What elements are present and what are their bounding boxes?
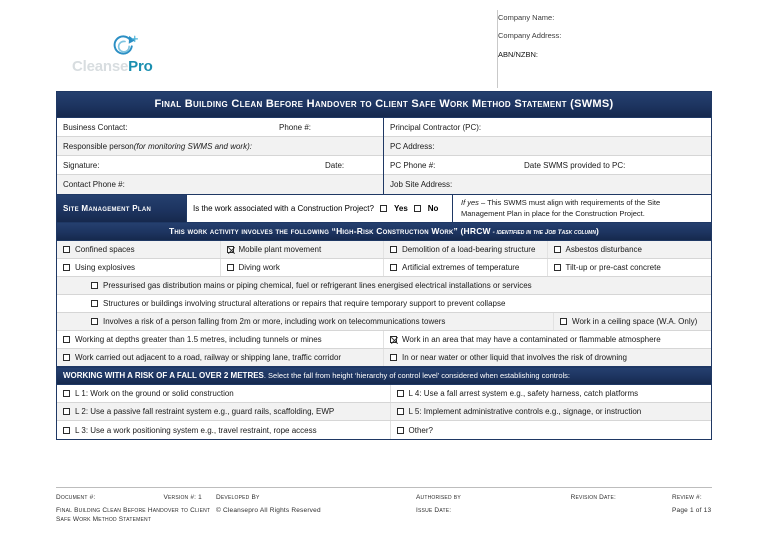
fall-item-label: L 1: Work on the ground or solid construction [75,389,234,398]
fall-section-banner-text: . Select the fall from height ‘hierarchy of control level’ considered when establishing controls: [263,371,571,380]
checkbox-ceiling-space[interactable] [560,318,567,325]
checkbox-adjacent-road-railway[interactable] [63,354,70,361]
footer-review-block [576,494,712,524]
fall-item-label: L 4: Use a fall arrest system e.g., safety harness, catch platforms [408,389,639,398]
contact-details-grid [57,118,711,195]
footer-document-block [56,494,216,524]
hrcw-item-label: Diving work [238,263,280,272]
brand-name-suffix: Pro [128,58,153,75]
footer-document-label: Document #: [56,494,96,501]
checkbox-mobile-plant-movement[interactable] [227,246,234,253]
site-management-plan-row [57,195,711,223]
construction-project-question [187,195,453,222]
hrcw-item-artificial-extremes-temperature[interactable] [384,259,548,276]
date-label: Date: [325,160,345,170]
fall-item-label: L 3: Use a work positioning system e.g., travel restraint, rope access [75,425,317,435]
fall-section-banner [57,367,711,385]
abn-nzbn-label: ABN/NZBN: [498,49,539,59]
hrcw-item-label: In or near water or other liquid that involves the risk of drowning [402,353,628,362]
footer-issue-date-label: Issue Date: [416,507,452,515]
page-header [0,0,768,88]
date-swms-provided-label: Date SWMS provided to PC: [524,160,626,170]
site-management-plan-label: Site Management Plan [57,195,187,222]
contact-column-left [57,118,384,194]
fall-item-label: L 5: Implement administrative controls e.g., signage, or instruction [408,407,642,416]
checkbox-structural-alterations[interactable] [91,300,98,307]
hrcw-item-fall-2m-telecom[interactable] [57,313,554,330]
footer-authorised-by-label: Authorised by [416,494,461,501]
field-business-contact[interactable] [57,118,383,137]
hrcw-item-ceiling-space[interactable] [554,313,711,330]
hrcw-banner-close: ) [595,226,599,236]
swms-form [56,91,712,440]
checkbox-tilt-up-precast-concrete[interactable] [554,264,561,271]
hrcw-item-label: Artificial extremes of temperature [402,263,520,272]
fall-item-l4[interactable] [391,385,711,402]
construction-project-question-text: Is the work associated with a Construction Project? [193,204,374,213]
checkbox-fall-2m-telecom[interactable] [91,318,98,325]
hrcw-row [57,349,711,367]
hrcw-item-near-water-drowning[interactable] [384,349,711,366]
hrcw-item-demolition-load-bearing[interactable] [384,241,548,258]
footer-document-title: Final Building Clean Before Handover to Client Safe Work Method Statement [56,507,211,523]
checkbox-demolition-load-bearing[interactable] [390,246,397,253]
hrcw-row [57,331,711,349]
hrcw-item-label: Tilt-up or pre-cast concrete [565,263,661,272]
contact-phone-label: Contact Phone #: [63,180,125,189]
hrcw-row [57,241,711,259]
checkbox-near-water-drowning[interactable] [390,354,397,361]
hrcw-item-label: Structures or buildings involving structural alterations or repairs that require temporary support to prevent collapse [103,299,506,308]
footer-page-number: Page 1 of 13 [672,507,712,515]
fall-item-l3[interactable] [57,421,391,439]
checkbox-confined-spaces[interactable] [63,246,70,253]
checkbox-using-explosives[interactable] [63,264,70,271]
field-signature[interactable] [57,156,383,175]
hrcw-banner [57,223,711,241]
pc-address-label: PC Address: [390,141,435,151]
signature-label: Signature: [63,160,100,170]
field-contact-phone[interactable] [57,175,383,194]
hrcw-row [57,313,711,331]
fall-item-l2[interactable] [57,403,391,420]
hrcw-item-label: Work carried out adjacent to a road, railway or shipping lane, traffic corridor [75,353,342,362]
business-contact-label: Business Contact: [63,122,128,132]
fall-row [57,385,711,403]
site-management-plan-note [453,195,711,222]
checkbox-construction-project-no[interactable] [414,205,421,212]
hrcw-item-label: Work in a ceiling space (W.A. Only) [572,317,698,326]
company-name-label: Company Name: [498,13,555,22]
footer-review-label: Review #: [672,494,702,501]
fall-item-l1[interactable] [57,385,391,402]
hrcw-banner-main: This work activity involves the following “High-Risk Construction Work” (HRCW [169,226,491,236]
hrcw-item-adjacent-road-railway[interactable] [57,349,384,366]
hrcw-row [57,295,711,313]
checkbox-fall-l1[interactable] [63,390,70,397]
fall-item-l5[interactable] [391,403,711,420]
checkbox-construction-project-yes[interactable] [380,205,387,212]
hrcw-item-confined-spaces[interactable] [57,241,221,258]
hrcw-item-label: Work in an area that may have a contaminated or flammable atmosphere [402,335,661,344]
hrcw-item-label: Working at depths greater than 1.5 metres, including tunnels or mines [75,335,322,344]
checkbox-pressurised-gas[interactable] [91,282,98,289]
footer-developed-block [216,494,416,524]
checkbox-fall-other[interactable] [397,427,404,434]
hrcw-item-label: Pressurised gas distribution mains or piping chemical, fuel or refrigerant lines energised electrical installations or services [103,281,532,290]
fall-item-label: L 2: Use a passive fall restraint system e.g., guard rails, scaffolding, EWP [75,407,335,416]
hrcw-item-pressurised-gas[interactable] [57,277,711,294]
site-management-note-emphasis: If yes [461,198,479,208]
brand-name-primary: Cleanse [72,58,129,75]
fall-item-other[interactable] [391,421,711,439]
form-title: Final Building Clean Before Handover to Client Safe Work Method Statement (SWMS) [57,92,711,118]
company-address-label: Company Address: [498,31,562,41]
hrcw-row [57,277,711,295]
pc-phone-label: PC Phone #: [390,160,436,170]
footer-document-row [56,494,216,502]
responsible-person-label: Responsible person [63,141,134,151]
phone-number-label: Phone #: [279,122,312,132]
footer-copyright: © Cleansepro All Rights Reserved [216,507,321,515]
site-management-note-text: – This SWMS must align with requirements of the Site Management Plan in place for the Construction Project. [461,198,661,218]
field-responsible-person[interactable] [57,137,383,156]
hrcw-item-asbestos-disturbance[interactable] [548,241,712,258]
circular-arrow-icon [110,33,140,59]
checkbox-fall-l5[interactable] [397,408,404,415]
hrcw-row [57,259,711,277]
company-details-block [498,14,748,69]
footer-authorisation-block [416,494,616,524]
responsible-person-hint: (for monitoring SWMS and work): [133,141,252,151]
footer-revision-date-label: Revision Date: [570,494,616,501]
checkbox-asbestos-disturbance[interactable] [554,246,561,253]
hrcw-item-using-explosives[interactable] [57,259,221,276]
construction-project-no-label: No [427,204,439,213]
checkbox-fall-l4[interactable] [397,390,404,397]
fall-section-banner-bold: WORKING WITH A RISK OF A FALL OVER 2 METRES [63,371,264,380]
hrcw-banner-italic: - identified in the Job Task column [490,229,596,236]
page-footer [56,487,712,524]
hrcw-item-structural-alterations[interactable] [57,295,711,312]
hrcw-item-label: Demolition of a load-bearing structure [402,245,536,254]
construction-project-yes-label: Yes [393,204,408,213]
checkbox-fall-l2[interactable] [63,408,70,415]
hrcw-item-label: Involves a risk of a person falling from 2m or more, including work on telecommunications towers [103,317,446,326]
field-pc-phone[interactable] [384,156,711,175]
field-principal-contractor[interactable] [384,118,711,137]
fall-item-label: Other? [408,425,433,435]
principal-contractor-label: Principal Contractor (PC): [390,122,482,132]
job-site-address-label: Job Site Address: [390,180,453,189]
hrcw-item-diving-work[interactable] [221,259,385,276]
fall-row [57,403,711,421]
checkbox-fall-l3[interactable] [63,427,70,434]
footer-developed-by-label: Developed By [216,494,260,501]
hrcw-item-mobile-plant-movement[interactable] [221,241,385,258]
hrcw-item-label: Mobile plant movement [238,245,322,254]
checkbox-diving-work[interactable] [227,264,234,271]
fall-row [57,421,711,439]
field-pc-address[interactable] [384,137,711,156]
field-job-site-address[interactable] [384,175,711,194]
checkbox-artificial-extremes-temperature[interactable] [390,264,397,271]
brand-logo [72,33,202,79]
contact-column-right [384,118,711,194]
checkbox-depths-greater-1-5m[interactable] [63,336,70,343]
checkbox-contaminated-flammable-atmosphere[interactable] [390,336,397,343]
hrcw-item-contaminated-flammable-atmosphere[interactable] [384,331,711,348]
hrcw-item-label: Asbestos disturbance [565,245,642,254]
hrcw-item-label: Confined spaces [75,245,135,254]
footer-version-label: Version #: 1 [163,494,202,501]
hrcw-item-depths-greater-1-5m[interactable] [57,331,384,348]
hrcw-item-label: Using explosives [75,263,136,272]
hrcw-item-tilt-up-precast-concrete[interactable] [548,259,712,276]
brand-wordmark [72,58,202,75]
